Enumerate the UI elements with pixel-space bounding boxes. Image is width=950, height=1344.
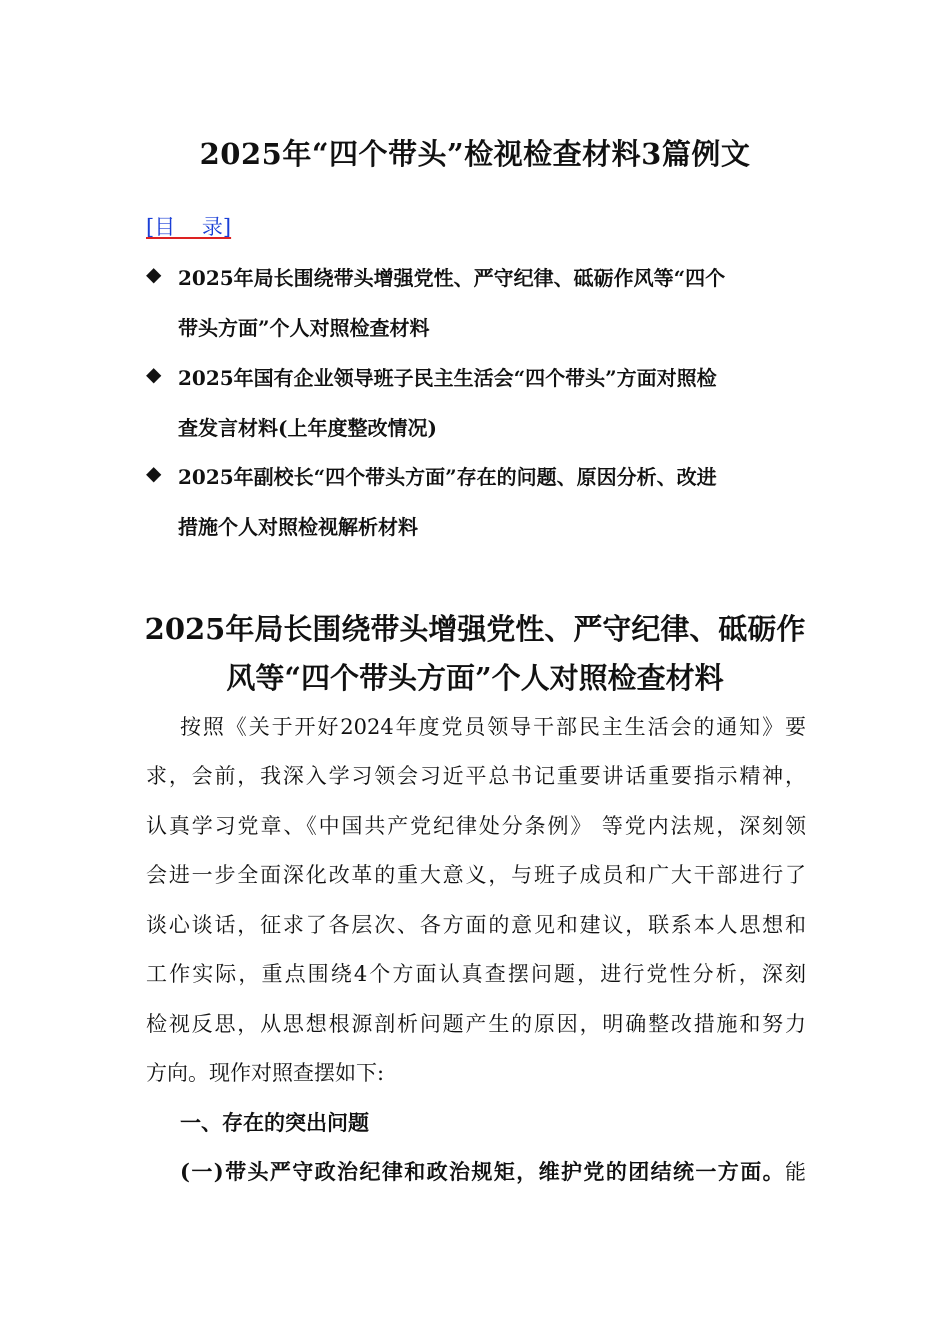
toc-item-line: 措施个人对照检视解析材料 [178, 515, 418, 539]
paragraph-line: 方向。现作对照查摆如下: [146, 1061, 385, 1085]
paragraph-line: 按照《关于开好2024年度党员领导干部民主生活会的通知》要 [180, 715, 806, 739]
paragraph-line: 会进一步全面深化改革的重大意义，与班子成员和广大干部进行了 [146, 863, 806, 887]
toc-item-line: 2025年国有企业领导班子民主生活会“四个带头”方面对照检 [178, 366, 717, 390]
toc-item-line: 2025年副校长“四个带头方面”存在的问题、原因分析、改进 [178, 465, 717, 489]
paragraph-line: 认真学习党章、《中国共产党纪律处分条例》 等党内法规，深刻领 [146, 814, 806, 838]
diamond-bullet-icon: ◆ [146, 362, 162, 386]
article-title-line: 2025年局长围绕带头增强党性、严守纪律、砥砺作 [144, 612, 806, 646]
toc-item-line: 带头方面”个人对照检查材料 [178, 316, 430, 340]
paragraph-line: 谈心谈话，征求了各层次、各方面的意见和建议，联系本人思想和 [146, 913, 806, 937]
sub-heading [180, 1156, 806, 1186]
article-title-line: 风等“四个带头方面”个人对照检查材料 [226, 661, 724, 695]
sub-heading-bold: (一)带头严守政治纪律和政治规矩，维护党的团结统一方面。 [180, 1159, 785, 1184]
toc-item-line: 查发言材料(上年度整改情况) [178, 416, 437, 440]
paragraph-line: 检视反思，从思想根源剖析问题产生的原因，明确整改措施和努力 [146, 1012, 806, 1036]
paragraph-line: 求，会前，我深入学习领会习近平总书记重要讲话重要指示精神， [146, 764, 806, 788]
diamond-bullet-icon: ◆ [146, 262, 162, 286]
toc-link[interactable]: [目 录] [146, 215, 232, 239]
toc-item-line: 2025年局长围绕带头增强党性、严守纪律、砥砺作风等“四个 [178, 266, 726, 290]
paragraph-line: 工作实际，重点围绕4个方面认真查摆问题，进行党性分析，深刻 [146, 962, 806, 986]
section-heading: 一、存在的突出问题 [180, 1110, 369, 1135]
diamond-bullet-icon: ◆ [146, 461, 162, 485]
document-title: 2025年“四个带头”检视检查材料3篇例文 [199, 137, 751, 171]
sub-heading-continuation: 能 [785, 1160, 806, 1184]
